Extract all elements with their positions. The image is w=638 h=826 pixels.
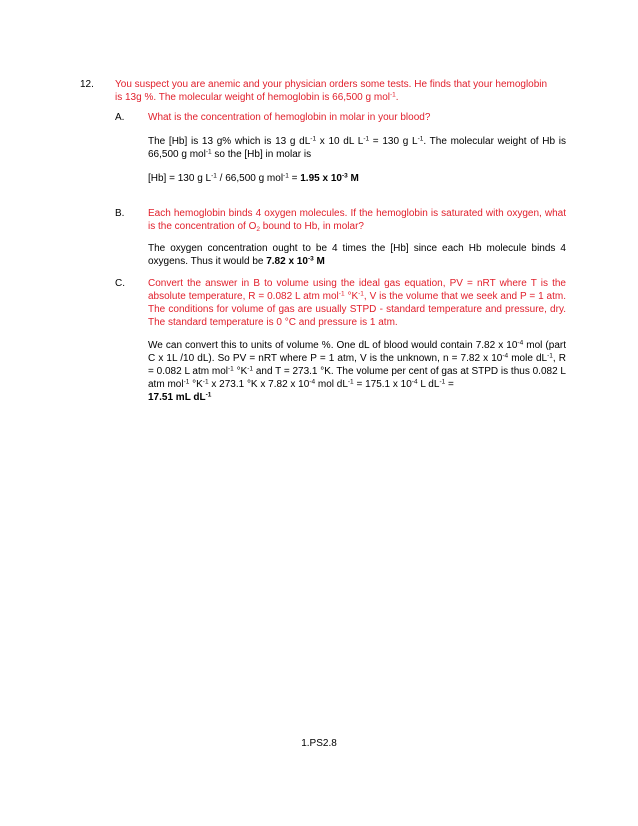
part-c-result: 17.51 mL $dL^{-1}$: [148, 391, 212, 403]
part-c-letter: C.: [115, 278, 125, 289]
question-line-1: You suspect you are anemic and your physician orders some tests. He finds that your hemoglobin: [115, 79, 548, 90]
page-number: 1.PS2.8: [301, 738, 337, 749]
part-c-question: Convert the answer in B to volume using the ideal gas equation, PV = nRT where T is the absolute temperature, R = 0.082 L atm mol$^{-1}$ $^\circ K^{-1}$, V is the volume that we seek and P = 1 atm. The conditions for volume of gas are usually STPD - standard temperature and pressure, dry. The standard temperature is 0 °C and pressure is 1 atm.: [148, 278, 566, 328]
part-c-answer: We can convert this to units of volume %. One dL of blood would contain 7.82 x $10^{-4}$ mol (part C x 1L /10 dL). So PV = nRT where P = 1 atm, V is the unknown, n = 7.82 x $10^{-4}$ mole $dL^{-1}$, R = 0.082 L atm mol$^{-1}$ $^\circ K^{-1}$ and T = 273.1 °K. The volume per cent of gas at STPD is thus 0.082 L atm mol$^{-1}$ $^\circ K^{-1}$ x 273.1 °K x 7.82 x $10^{-4}$ mol $dL^{-1} = 175.1$ x $10^{-4}$ L $dL^{-1}$ = 17.51 mL $dL^{-1}$: [148, 339, 567, 403]
problem-question: [115, 78, 555, 104]
part-a-calculation: [Hb] = 130 g $L^{-1} / 66,500$ g mol$^{-1}$ = 1.95 x $10^{-3}$ M: [148, 172, 359, 184]
problem-number: 12.: [80, 79, 94, 90]
part-b-answer: The oxygen concentration ought to be 4 times the [Hb] since each Hb molecule binds 4 oxygens. Thus it would be 7.82 x $10^{-3}$ M: [148, 243, 566, 267]
part-b-result: 7.82 x $10^{-3}$ M: [266, 255, 325, 267]
part-b-question: Each hemoglobin binds 4 oxygen molecules. If the hemoglobin is saturated with oxygen, what is the concentration of $O_2$ bound to Hb, in molar?: [148, 208, 566, 233]
part-b-letter: B.: [115, 208, 125, 219]
question-line-2: is 13g %. The molecular weight of hemoglobin is 66,500 g mol$^{-1}$.: [115, 91, 399, 103]
part-a-question: What is the concentration of hemoglobin in molar in your blood?: [148, 112, 431, 123]
part-a-result: 1.95 x $10^{-3}$ M: [300, 172, 359, 184]
part-a-answer: The [Hb] is 13 g% which is 13 g $dL^{-1}$ x 10 dL $L^{-1} = 130$ g $L^{-1}$. The molecular weight of Hb is 66,500 g mol$^{-1}$ so the [Hb] in molar is: [148, 135, 566, 160]
part-a-letter: A.: [115, 112, 125, 123]
